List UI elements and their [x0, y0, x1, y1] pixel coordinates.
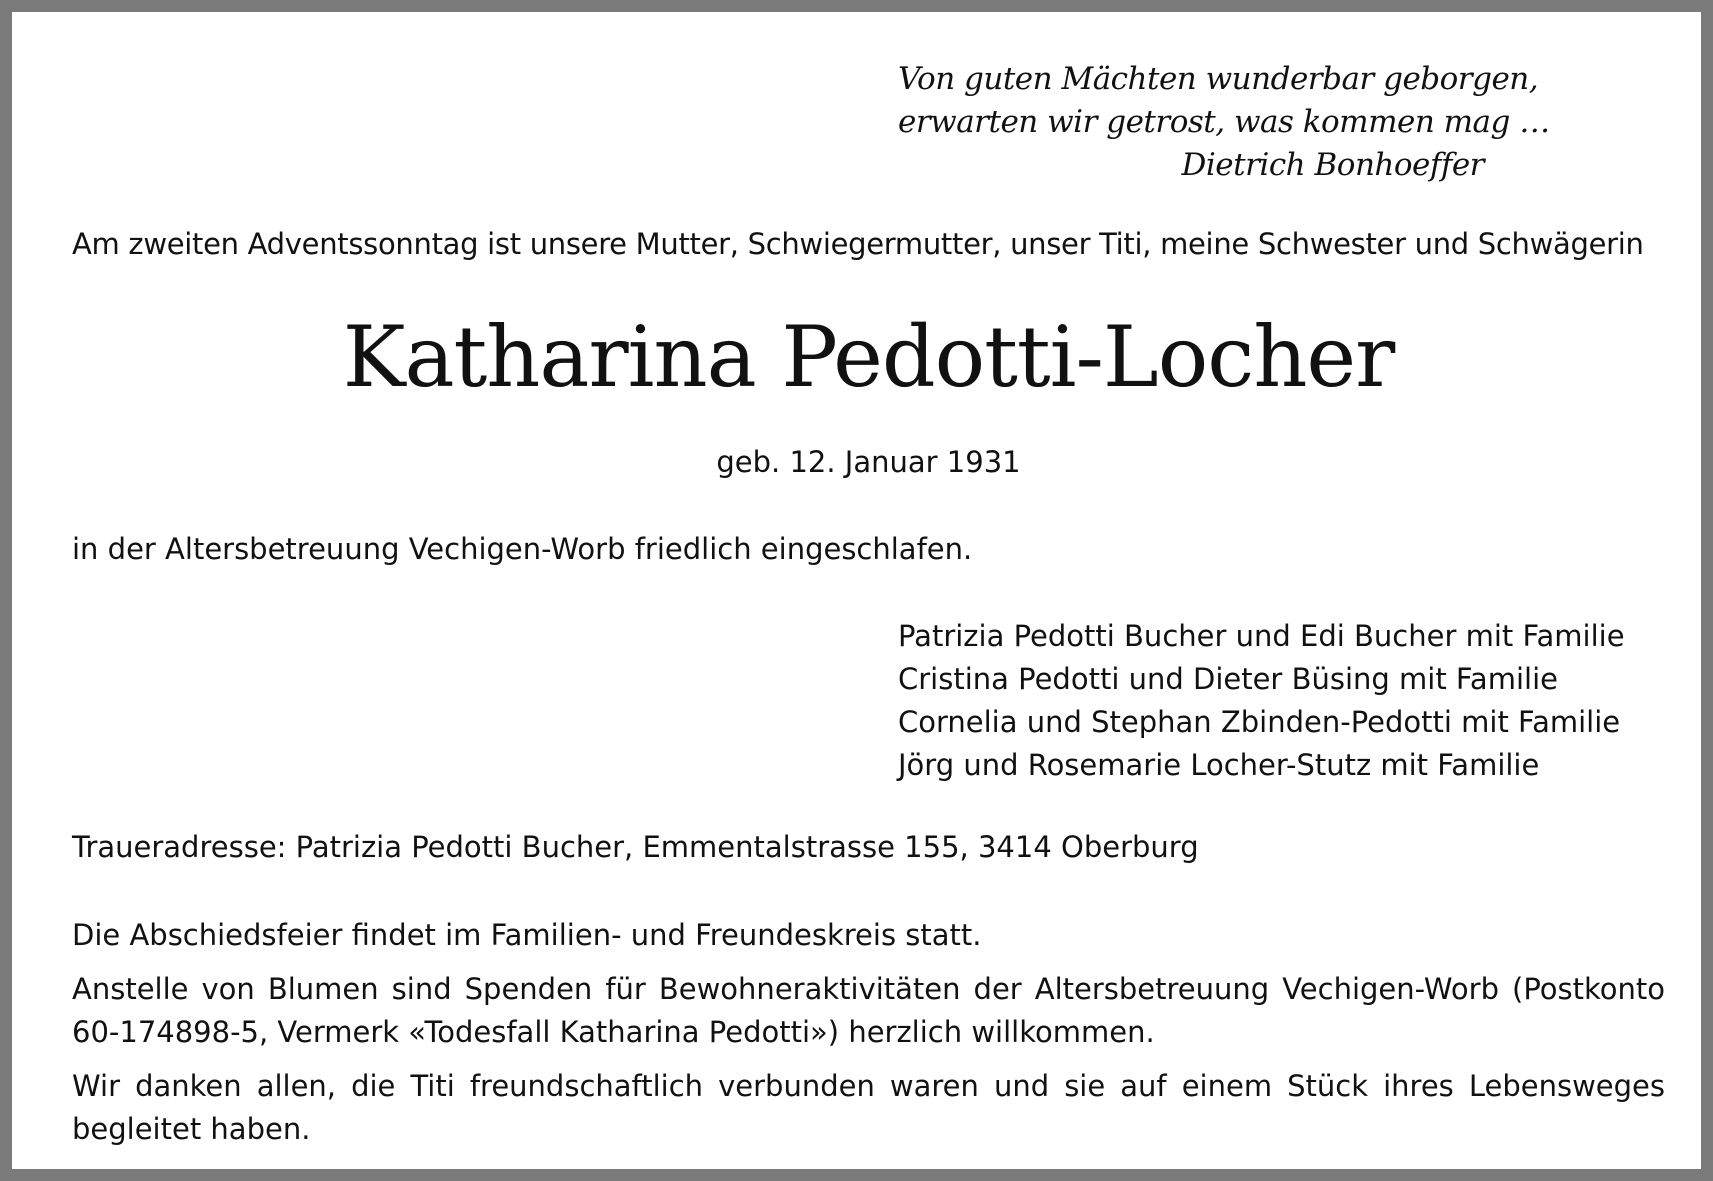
quote-author: Dietrich Bonhoeffer [1181, 147, 1484, 183]
passing-text: in der Altersbetreuung Vechigen-Worb friedlich eingeschlafen. [72, 532, 973, 566]
mourner-entry: Jörg und Rosemarie Locher-Stutz mit Familie [898, 748, 1540, 782]
deceased-name: Katharina Pedotti-Locher [342, 308, 1395, 406]
mourning-address: Traueradresse: Patrizia Pedotti Bucher, Emmentalstrasse 155, 3414 Oberburg [72, 830, 1199, 864]
mourners-list [898, 615, 1625, 787]
donation-note: Anstelle von Blumen sind Spenden für Bewohneraktivitäten der Altersbetreuung Vechigen-Worb (Postkonto 60-174898-5, Vermerk «Todesfall Katharina Pedotti») herzlich willkommen. [72, 972, 1665, 1049]
intro-text: Am zweiten Adventssonntag ist unsere Mutter, Schwiegermutter, unser Titi, meine Schwester und Schwägerin [72, 227, 1644, 261]
quote-line-1: Von guten Mächten wunderbar geborgen, [898, 61, 1539, 97]
closing-notes [72, 914, 1665, 1162]
ceremony-note: Die Abschiedsfeier findet im Familien- und Freundeskreis statt. [72, 918, 982, 952]
thanks-note: Wir danken allen, die Titi freundschaftlich verbunden waren und sie auf einem Stück ihres Lebensweges begleitet haben. [72, 1069, 1665, 1146]
mourner-entry: Patrizia Pedotti Bucher und Edi Bucher mit Familie [898, 619, 1625, 653]
bonhoeffer-quote [898, 58, 1550, 187]
quote-line-2: erwarten wir getrost, was kommen mag … [898, 104, 1550, 140]
birth-date: geb. 12. Januar 1931 [716, 445, 1021, 479]
mourner-entry: Cornelia und Stephan Zbinden-Pedotti mit Familie [898, 705, 1621, 739]
mourner-entry: Cristina Pedotti und Dieter Büsing mit Familie [898, 662, 1558, 696]
